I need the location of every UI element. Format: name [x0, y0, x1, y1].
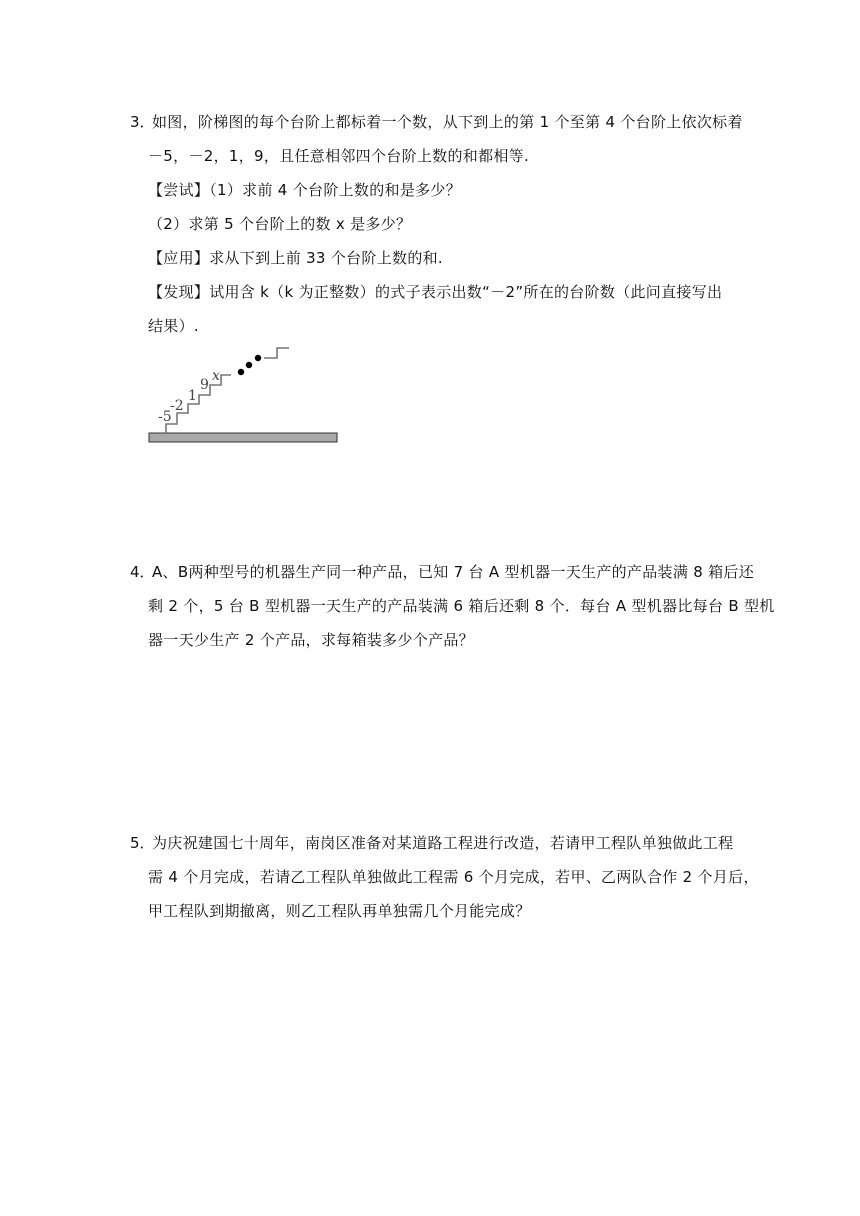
- ground-base: [149, 433, 337, 442]
- problem-text-line: 为庆祝建国七十周年，南岗区准备对某道路工程进行改造，若请甲工程队单独做此工程: [152, 834, 734, 852]
- problem-text-line: 【发现】试用含 k（k 为正整数）的式子表示出数“－2”所在的台阶数（此问直接写出: [148, 283, 723, 301]
- problem-text-line: 剩 2 个，5 台 B 型机器一天生产的产品装满 6 箱后还剩 8 个．每台 A 型机器比每台 B 型机: [148, 597, 775, 615]
- problem-text-line: 结果）.: [148, 317, 199, 335]
- staircase-figure: [140, 340, 350, 450]
- staircase-top-steps: [264, 348, 289, 358]
- step-label: 1: [188, 388, 197, 404]
- problem-text-line: 【应用】求从下到上前 33 个台阶上数的和.: [148, 249, 443, 267]
- ellipsis-dot: [255, 355, 261, 361]
- problem-number: 3．: [130, 113, 155, 131]
- problem-text-line: 【尝试】（1）求前 4 个台阶上数的和是多少？: [148, 181, 462, 199]
- problem-text-line: 需 4 个月完成，若请乙工程队单独做此工程需 6 个月完成，若甲、乙两队合作 2 个月后，: [148, 868, 759, 886]
- problem-number: 4．: [130, 563, 155, 581]
- problem-text-line: A、B两种型号的机器生产同一种产品，已知 7 台 A 型机器一天生产的产品装满 8 箱后还: [152, 563, 755, 581]
- problem-text-line: 甲工程队到期撤离，则乙工程队再单独需几个月能完成？: [148, 902, 531, 920]
- ellipsis-dot: [246, 362, 252, 368]
- problem-text-line: －5，－2，1，9，且任意相邻四个台阶上数的和都相等.: [148, 147, 530, 165]
- step-label-x: x: [212, 368, 220, 384]
- problem-number: 5．: [130, 834, 155, 852]
- ellipsis-dot: [238, 369, 244, 375]
- step-label: 9: [200, 377, 209, 393]
- problem-text-line: 如图，阶梯图的每个台阶上都标着一个数，从下到上的第 1 个至第 4 个台阶上依次标着: [152, 113, 743, 131]
- step-label: -5: [158, 409, 172, 425]
- problem-text-line: 器一天少生产 2 个产品，求每箱装多少个产品？: [148, 631, 474, 649]
- problem-text-line: （2）求第 5 个台阶上的数 x 是多少？: [148, 215, 412, 233]
- staircase-diagram: [140, 340, 350, 450]
- step-label: -2: [170, 398, 184, 414]
